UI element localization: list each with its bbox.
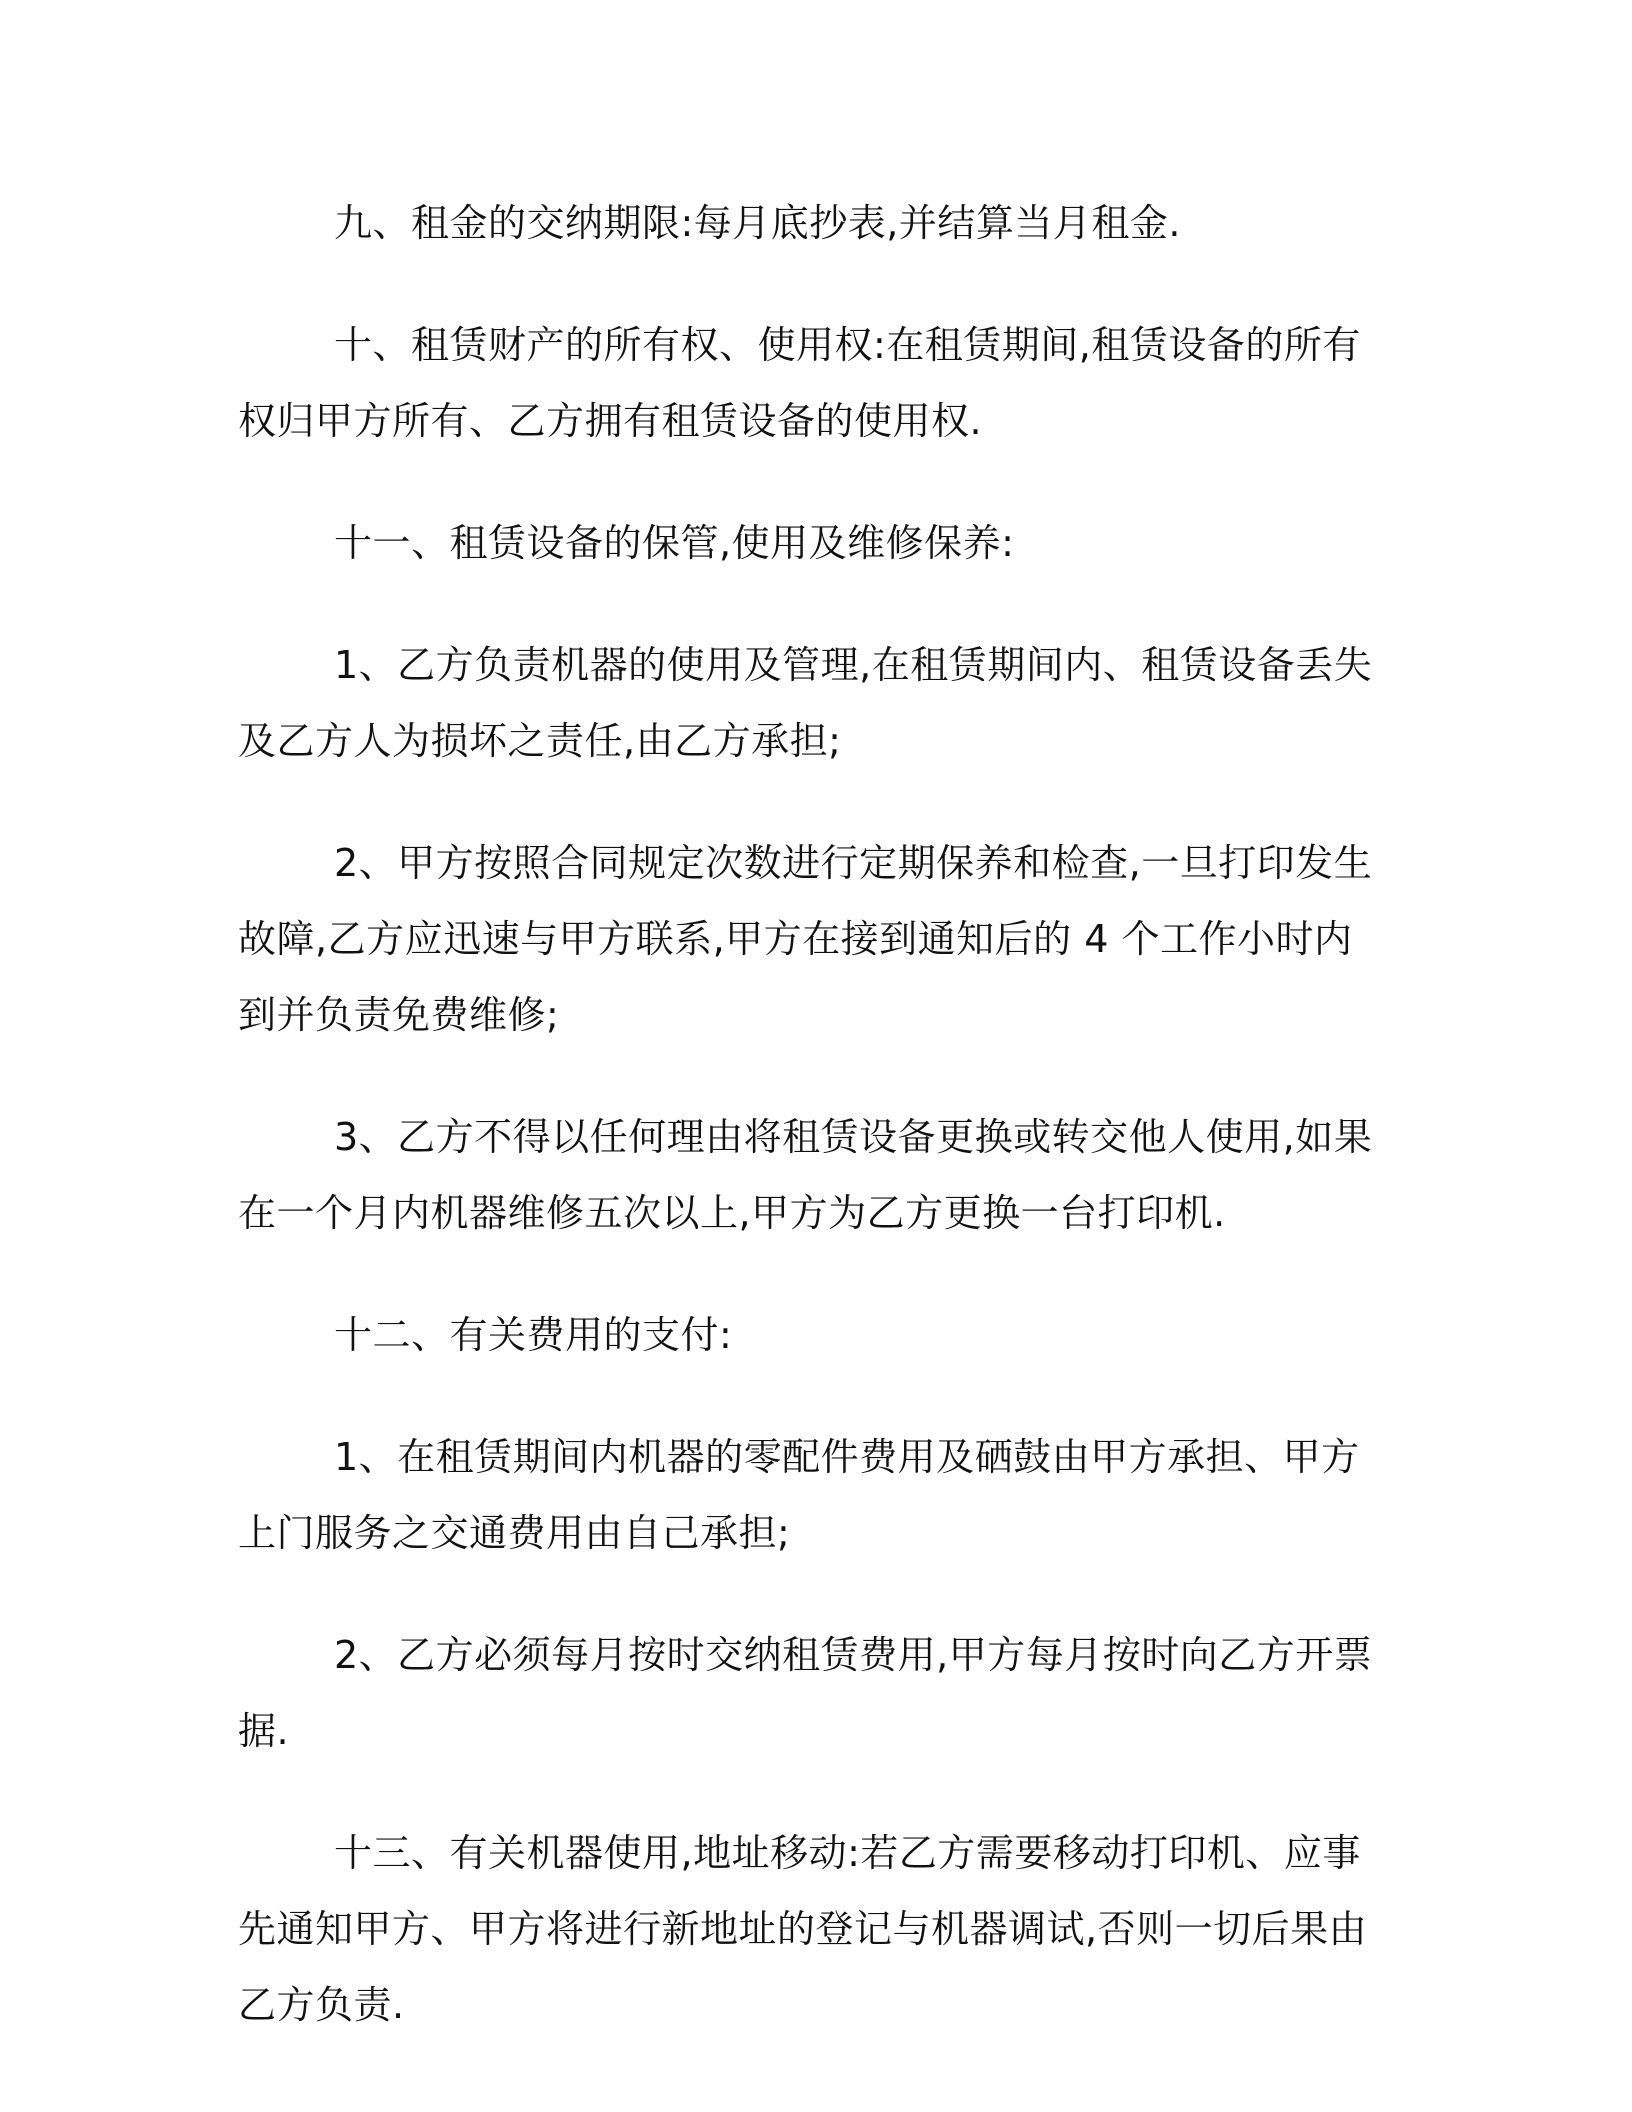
clause-11-heading-maintenance: 十一、租赁设备的保管,使用及维修保养: xyxy=(334,521,1015,565)
clause-10-ownership-usage-rights: 十、租赁财产的所有权、使用权:在租赁期间,租赁设备的所有权归甲方所有、乙方拥有租赁设备的使用权. xyxy=(238,323,1361,443)
clause-11-item-3: 3、乙方不得以任何理由将租赁设备更换或转交他人使用,如果在一个月内机器维修五次以上,甲方为乙方更换一台打印机. xyxy=(238,1115,1373,1235)
document-body xyxy=(238,185,1388,2089)
clause-13-relocation: 十三、有关机器使用,地址移动:若乙方需要移动打印机、应事先通知甲方、甲方将进行新地址的登记与机器调试,否则一切后果由乙方负责. xyxy=(238,1831,1368,2027)
clause-12-heading-fees: 十二、有关费用的支付: xyxy=(334,1313,733,1357)
clause-12-item-1: 1、在租赁期间内机器的零配件费用及硒鼓由甲方承担、甲方上门服务之交通费用由自己承担; xyxy=(238,1435,1360,1555)
clause-11-item-1: 1、乙方负责机器的使用及管理,在租赁期间内、租赁设备丢失及乙方人为损坏之责任,由乙方承担; xyxy=(238,643,1373,763)
clause-9-rent-payment-term: 九、租金的交纳期限:每月底抄表,并结算当月租金. xyxy=(334,201,1181,245)
clause-12-item-2: 2、乙方必须每月按时交纳租赁费用,甲方每月按时向乙方开票据. xyxy=(238,1633,1373,1753)
clause-11-item-2: 2、甲方按照合同规定次数进行定期保养和检查,一旦打印发生故障,乙方应迅速与甲方联系,甲方在接到通知后的 4 个工作小时内到并负责免费维修; xyxy=(238,841,1373,1037)
